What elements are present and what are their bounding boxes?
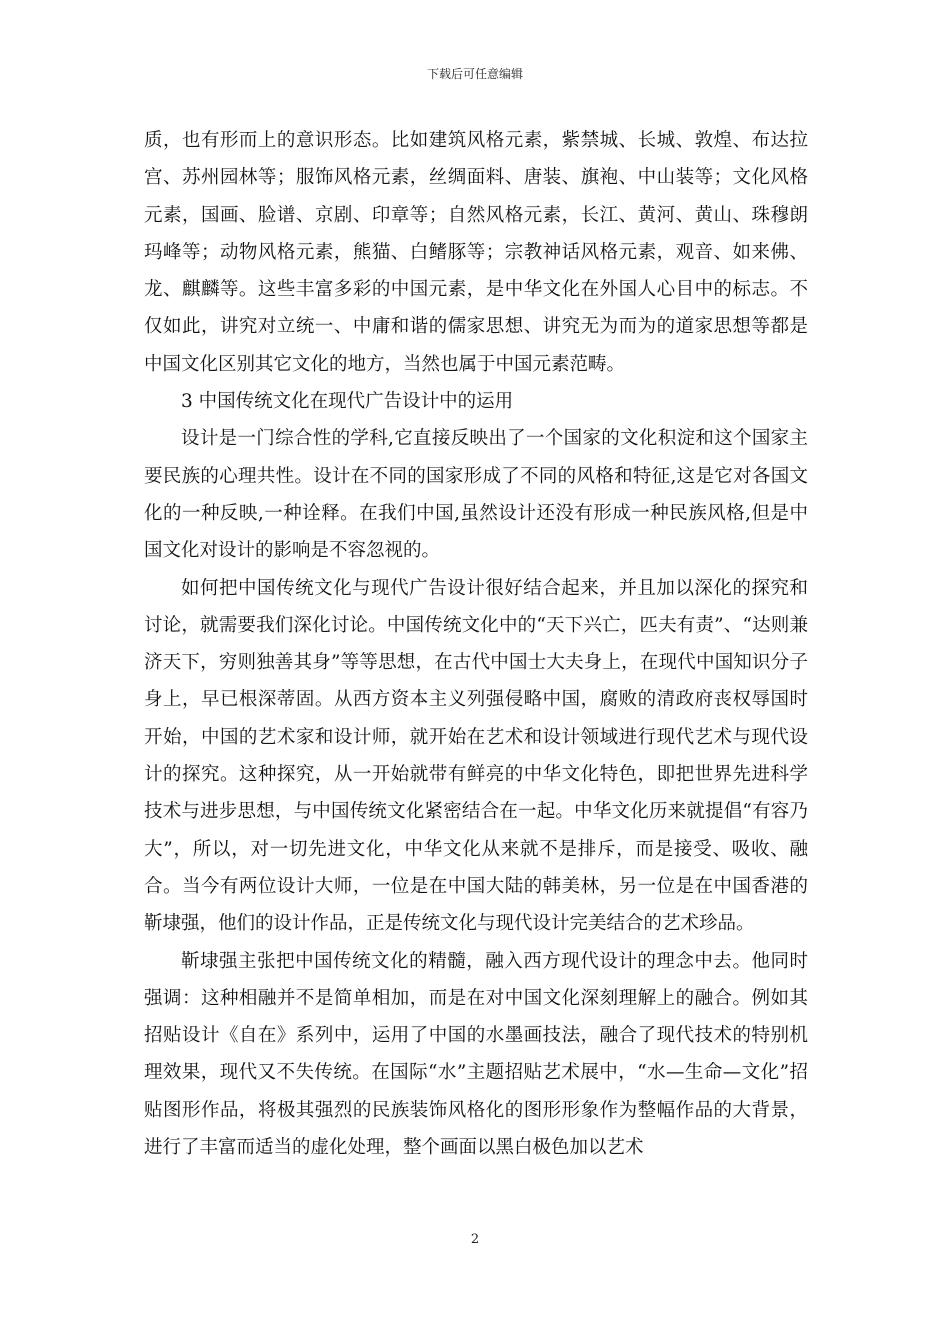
body-paragraph-4: 靳埭强主张把中国传统文化的精髓，融入西方现代设计的理念中去。他同时强调：这种相融并不是简单相加，而是在对中国文化深刻理解上的融合。例如其招贴设计《自在》系列中，运用了中国的水墨画技法，融合了现代技术的特别机理效果，现代又不失传统。在国际“水”主题招贴艺术展中，“水—生命—文化”招贴图形作品，将极其强烈的民族装饰风格化的图形形象作为整幅作品的大背景，进行了丰富而适当的虚化处理，整个画面以黑白极色加以艺术 [144,950,808,1159]
section-heading: 3 中国传统文化在现代广告设计中的运用 [181,391,514,413]
body-paragraph-2: 设计是一门综合性的学科,它直接反映出了一个国家的文化积淀和这个国家主要民族的心理共性。设计在不同的国家形成了不同的风格和特征,这是它对各国文化的一种反映,一种诠释。在我们中国,虽然设计还没有形成一种民族风格,但是中国文化对设计的影响是不容忽视的。 [144,428,808,562]
body-paragraph-3: 如何把中国传统文化与现代广告设计很好结合起来，并且加以深化的探究和讨论，就需要我们深化讨论。中国传统文化中的“天下兴亡，匹夫有责”、“达则兼济天下，穷则独善其身”等等思想，在古代中国士大夫身上，在现代中国知识分子身上，早已根深蒂固。从西方资本主义列强侵略中国，腐败的清政府丧权辱国时开始，中国的艺术家和设计师，就开始在艺术和设计领域进行现代艺术与现代设计的探究。这种探究，从一开始就带有鲜亮的中华文化特色，即把世界先进科学技术与进步思想，与中国传统文化紧密结合在一起。中华文化历来就提倡“有容乃大”，所以，对一切先进文化，中华文化从来就不是排斥，而是接受、吸收、融合。当今有两位设计大师，一位是在中国大陆的韩美林，另一位是在中国香港的靳埭强，他们的设计作品，正是传统文化与现代设计完美结合的艺术珍品。 [144,577,808,935]
document-body [144,122,808,1166]
body-paragraph-1: 质，也有形而上的意识形态。比如建筑风格元素，紫禁城、长城、敦煌、布达拉宫、苏州园林等；服饰风格元素，丝绸面料、唐装、旗袍、中山装等；文化风格元素，国画、脸谱、京剧、印章等；自然风格元素，长江、黄河、黄山、珠穆朗玛峰等；动物风格元素，熊猫、白鳍豚等；宗教神话风格元素，观音、如来佛、龙、麒麟等。这些丰富多彩的中国元素，是中华文化在外国人心目中的标志。不仅如此，讲究对立统一、中庸和谐的儒家思想、讲究无为而为的道家思想等都是中国文化区别其它文化的地方，当然也属于中国元素范畴。 [144,130,808,375]
page-header: 下载后可任意编辑 [426,67,523,81]
page-number: 2 [470,1232,480,1247]
